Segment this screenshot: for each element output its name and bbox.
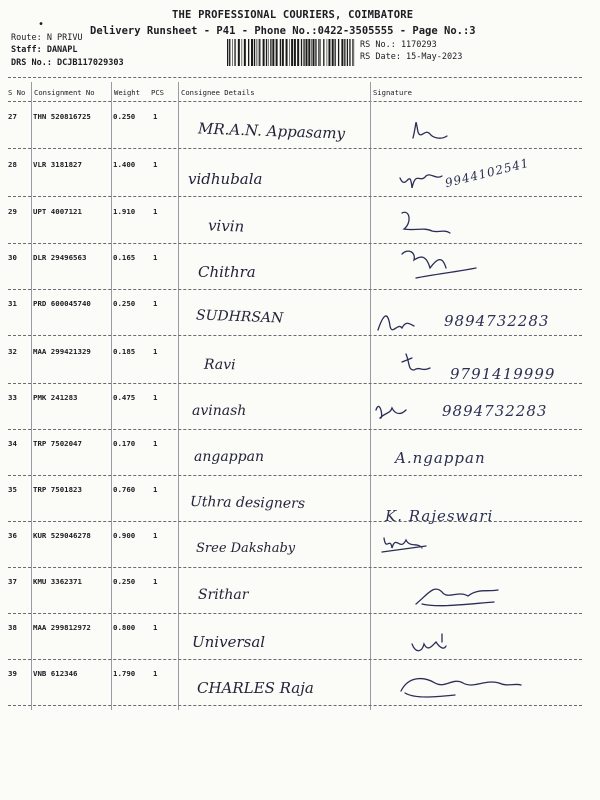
row-pcs: 1	[153, 207, 158, 216]
row-divider	[8, 429, 582, 430]
barcode-bar	[318, 39, 319, 66]
barcode-bar	[341, 39, 343, 66]
row-consignee: SUDHRSAN	[195, 307, 284, 327]
row-sno: 35	[8, 485, 17, 494]
signature-scribble	[403, 110, 463, 150]
col-divider	[31, 82, 32, 710]
row-consignee: Srithar	[198, 587, 249, 603]
row-sno: 28	[8, 160, 17, 169]
row-consignment-no: MAA 299421329	[33, 347, 91, 356]
row-sno: 39	[8, 669, 17, 678]
signature-stroke	[382, 538, 426, 552]
row-weight: 0.250	[113, 112, 136, 121]
signature-handwritten-text: 9894732283	[442, 402, 548, 420]
row-sno: 32	[8, 347, 17, 356]
barcode-bar	[248, 39, 249, 66]
route-label: Route: N PRIVU	[11, 33, 83, 43]
signature-scribble	[396, 346, 440, 382]
row-consignee: vidhubala	[188, 170, 263, 188]
staff-label: Staff: DANAPL	[11, 45, 78, 55]
row-consignee: Universal	[192, 633, 266, 651]
signature-scribble	[396, 244, 486, 284]
row-consignee: Chithra	[198, 263, 256, 281]
drs-number: DRS No.: DCJB117029303	[11, 58, 124, 68]
row-divider	[8, 335, 582, 336]
row-divider	[8, 148, 582, 149]
signature-scribble	[395, 669, 525, 705]
barcode-bar	[294, 39, 296, 66]
signature-handwritten-text: 9791419999	[450, 365, 556, 383]
barcode-bar	[306, 39, 308, 66]
barcode-bar	[263, 39, 265, 66]
barcode-bar	[270, 39, 271, 66]
signature-stroke	[378, 316, 414, 330]
row-weight: 0.250	[113, 577, 136, 586]
barcode-bar	[349, 39, 350, 66]
signature-scribble	[408, 574, 500, 610]
header-divider-top	[8, 77, 582, 78]
col-header-signature: Signature	[373, 88, 412, 97]
row-sno: 29	[8, 207, 17, 216]
rs-date: RS Date: 15-May-2023	[360, 52, 463, 62]
col-header-weight: Weight	[114, 88, 140, 97]
barcode-bar	[344, 39, 345, 66]
row-weight: 0.165	[113, 253, 136, 262]
runsheet-subtitle: Delivery Runsheet - P41 - Phone No.:0422-3505555 - Page No.:3	[90, 25, 476, 37]
row-pcs: 1	[153, 531, 158, 540]
barcode-bar	[276, 39, 278, 66]
row-sno: 34	[8, 439, 17, 448]
signature-stroke	[376, 406, 406, 418]
row-divider	[8, 196, 582, 197]
row-consignee: angappan	[194, 449, 264, 465]
barcode-bar	[332, 39, 334, 66]
row-consignee: Uthra designers	[189, 493, 306, 513]
row-consignment-no: KMU 3362371	[33, 577, 82, 586]
barcode-bar	[268, 39, 269, 66]
row-sno: 38	[8, 623, 17, 632]
barcode-bar	[272, 39, 274, 66]
row-sno: 31	[8, 299, 17, 308]
bullet-mark: •	[38, 19, 45, 30]
row-weight: 0.475	[113, 393, 136, 402]
signature-stroke	[401, 679, 521, 697]
row-pcs: 1	[153, 112, 158, 121]
row-consignee: MR.A.N. Appasamy	[197, 119, 346, 143]
barcode-bar	[238, 39, 240, 66]
row-divider	[8, 521, 582, 522]
barcode-bar	[251, 39, 253, 66]
barcode-bar	[352, 39, 353, 66]
barcode-bar	[347, 39, 348, 66]
company-title: THE PROFESSIONAL COURIERS, COIMBATORE	[172, 9, 414, 21]
row-pcs: 1	[153, 347, 158, 356]
barcode-bar	[297, 39, 299, 66]
barcode-bar	[315, 39, 316, 66]
barcode-bar	[227, 39, 228, 66]
barcode-bar	[338, 39, 339, 66]
row-weight: 1.400	[113, 160, 136, 169]
row-weight: 0.800	[113, 623, 136, 632]
row-consignment-no: THN 520816725	[33, 112, 91, 121]
col-divider	[111, 82, 112, 710]
row-consignee: vivin	[207, 216, 245, 236]
signature-handwritten-text: K. Rajeswari	[385, 507, 494, 525]
row-weight: 0.760	[113, 485, 136, 494]
barcode-bar	[254, 39, 255, 66]
signature-scribble	[368, 392, 416, 428]
barcode-bar	[244, 39, 246, 66]
row-divider	[8, 567, 582, 568]
row-sno: 37	[8, 577, 17, 586]
signature-handwritten-text: 9894732283	[444, 312, 550, 330]
signature-stroke	[413, 123, 447, 139]
barcode-bar	[291, 39, 293, 66]
row-consignment-no: MAA 299812972	[33, 623, 91, 632]
barcode-bar	[229, 39, 230, 66]
barcode-bar	[289, 39, 290, 66]
rs-number: RS No.: 1170293	[360, 40, 437, 50]
row-consignment-no: TRP 7502047	[33, 439, 82, 448]
barcode-bar	[280, 39, 281, 66]
row-divider	[8, 659, 582, 660]
barcode-bar	[328, 39, 330, 66]
col-divider	[178, 82, 179, 710]
signature-scribble	[402, 628, 452, 660]
row-consignee: avinash	[192, 403, 247, 419]
row-pcs: 1	[153, 299, 158, 308]
barcode-bar	[286, 39, 288, 66]
row-consignment-no: VLR 3181827	[33, 160, 82, 169]
barcode-bar	[308, 39, 310, 66]
signature-scribble	[392, 203, 456, 243]
signature-scribble	[378, 524, 428, 560]
col-header-pcs: PCS	[151, 88, 164, 97]
barcode-bar	[303, 39, 304, 66]
barcode-bar	[266, 39, 267, 66]
signature-handwritten-text: 9944102541	[443, 155, 531, 191]
row-consignment-no: VNB 612346	[33, 669, 78, 678]
signature-stroke	[402, 212, 450, 233]
row-weight: 0.185	[113, 347, 136, 356]
row-sno: 33	[8, 393, 17, 402]
barcode-bar	[320, 39, 321, 66]
col-header-consignee: Consignee Details	[181, 88, 255, 97]
row-consignment-no: KUR 529046278	[33, 531, 91, 540]
signature-stroke	[402, 251, 476, 278]
row-consignee: Sree Dakshaby	[196, 541, 296, 556]
signature-stroke	[400, 175, 442, 188]
signature-stroke	[402, 354, 430, 370]
signature-stroke	[416, 589, 498, 606]
barcode-bar	[234, 39, 235, 66]
row-consignment-no: DLR 29496563	[33, 253, 87, 262]
barcode-bar	[335, 39, 336, 66]
runsheet-barcode	[227, 39, 355, 66]
row-pcs: 1	[153, 485, 158, 494]
row-consignment-no: PRD 600045740	[33, 299, 91, 308]
row-divider	[8, 705, 582, 706]
row-divider	[8, 243, 582, 244]
signature-handwritten-text: A.ngappan	[395, 449, 486, 467]
barcode-bar	[259, 39, 260, 66]
row-consignment-no: PMK 241283	[33, 393, 78, 402]
barcode-bar	[256, 39, 257, 66]
row-divider	[8, 289, 582, 290]
row-sno: 36	[8, 531, 17, 540]
row-weight: 0.170	[113, 439, 136, 448]
barcode-bar	[301, 39, 302, 66]
barcode-bar	[232, 39, 233, 66]
barcode-bar	[313, 39, 315, 66]
row-consignment-no: UPT 4007121	[33, 207, 82, 216]
row-divider	[8, 613, 582, 614]
col-header-sno: S No	[8, 88, 26, 97]
signature-stroke	[412, 634, 446, 651]
row-weight: 1.790	[113, 669, 136, 678]
row-pcs: 1	[153, 439, 158, 448]
row-sno: 27	[8, 112, 17, 121]
row-pcs: 1	[153, 393, 158, 402]
barcode-bar	[258, 39, 259, 66]
row-divider	[8, 475, 582, 476]
row-sno: 30	[8, 253, 17, 262]
row-weight: 0.900	[113, 531, 136, 540]
row-consignee: Ravi	[203, 356, 236, 374]
header-divider-bottom	[8, 101, 582, 102]
barcode-bar	[311, 39, 312, 66]
row-pcs: 1	[153, 669, 158, 678]
row-pcs: 1	[153, 577, 158, 586]
barcode-bar	[242, 39, 243, 66]
row-pcs: 1	[153, 623, 158, 632]
col-header-consignment: Consignment No	[34, 88, 95, 97]
row-consignee: CHARLES Raja	[197, 679, 314, 697]
row-pcs: 1	[153, 160, 158, 169]
barcode-bar	[327, 39, 328, 66]
row-consignment-no: TRP 7501823	[33, 485, 82, 494]
row-weight: 1.910	[113, 207, 136, 216]
barcode-bar	[323, 39, 324, 66]
row-weight: 0.250	[113, 299, 136, 308]
row-divider	[8, 383, 582, 384]
row-pcs: 1	[153, 253, 158, 262]
barcode-bar	[282, 39, 284, 66]
